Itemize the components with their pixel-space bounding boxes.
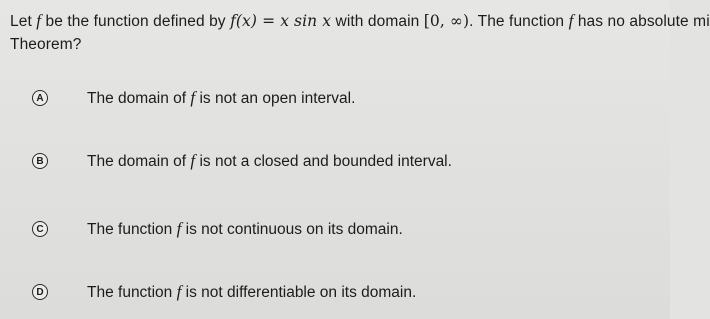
option-text-segment: The domain of (87, 90, 187, 107)
option-text (87, 151, 452, 171)
option-text (87, 219, 403, 239)
question-text-segment: has no absolute mi (577, 13, 710, 30)
option-text-segment: is not an open interval. (199, 90, 356, 107)
option-text-segment: is not continuous on its domain. (185, 221, 403, 238)
option-letter-badge: D (32, 284, 48, 300)
function-symbol: f (568, 11, 574, 30)
function-symbol: f (190, 88, 196, 107)
function-symbol: f (36, 11, 42, 30)
question-line-1 (10, 9, 710, 33)
option-text-segment: is not a closed and bounded interval. (199, 153, 452, 170)
question-text (10, 9, 710, 56)
option-letter-badge: A (32, 90, 48, 106)
domain-interval: [0, ∞) (423, 12, 470, 30)
function-symbol: f (190, 151, 196, 170)
option-text-segment: The domain of (87, 153, 187, 170)
question-line-2: Theorem? (10, 36, 82, 53)
option-text-segment: The function (87, 284, 173, 301)
answer-option-d[interactable] (32, 281, 417, 303)
function-symbol: f (176, 282, 182, 301)
option-text-segment: is not differentiable on its domain. (185, 284, 417, 301)
option-text-segment: The function (87, 221, 173, 238)
answer-option-a[interactable] (32, 87, 356, 109)
answer-option-c[interactable] (32, 218, 403, 240)
answer-option-b[interactable] (32, 150, 452, 172)
option-letter-badge: B (32, 153, 48, 169)
function-symbol: f (176, 219, 182, 238)
question-text-segment: Let (10, 13, 32, 30)
option-text (87, 282, 416, 302)
question-text-segment: with domain (335, 13, 420, 30)
question-text-segment: be the function defined by (45, 13, 226, 30)
option-text (87, 88, 355, 108)
question-text-segment: . The function (469, 13, 565, 30)
option-letter-badge: C (32, 221, 48, 237)
function-definition: f(x) = x sin x (230, 12, 332, 30)
